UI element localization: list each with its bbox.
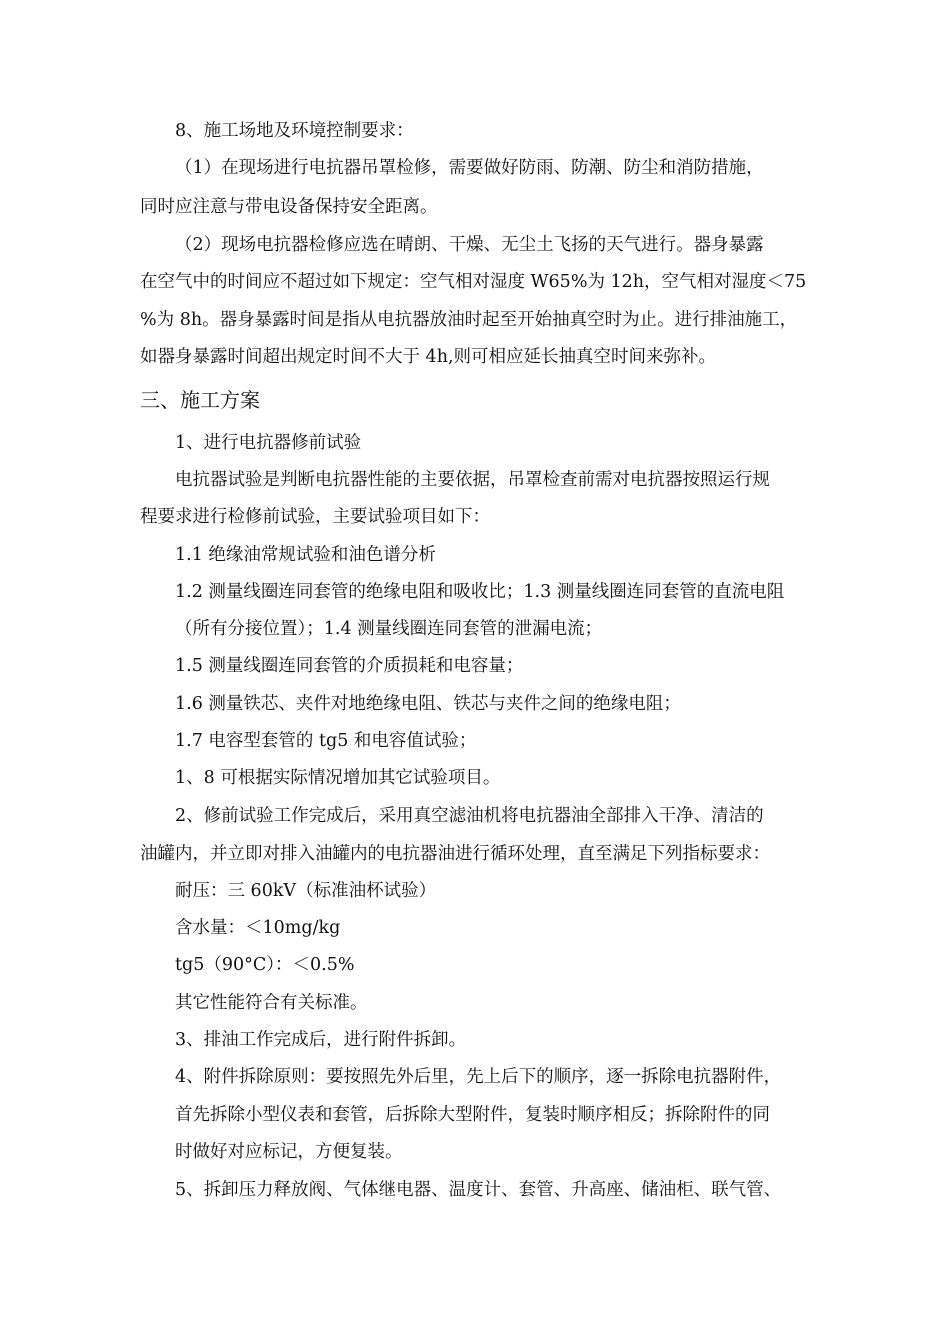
text-line: 1.2 测量线圈连同套管的绝缘电阻和吸收比；1.3 测量线圈连同套管的直流电阻 <box>175 582 785 602</box>
text-line: 其它性能符合有关标准。 <box>175 993 368 1013</box>
text-line: 程要求进行检修前试验，主要试验项目如下： <box>140 507 490 527</box>
text-line: 1.1 绝缘油常规试验和油色谱分析 <box>175 545 436 565</box>
text-line: 2、修前试验工作完成后，采用真空滤油机将电抗器油全部排入干净、清洁的 <box>175 806 764 826</box>
text-line: 首先拆除小型仪表和套管，后拆除大型附件，复装时顺序相反；拆除附件的同 <box>175 1105 770 1125</box>
text-line: 1、8 可根据实际情况增加其它试验项目。 <box>175 768 501 788</box>
text-line: tg5（90°C）：＜0.5% <box>175 955 355 975</box>
text-line: 耐压：三 60kV（标准油杯试验） <box>175 881 437 901</box>
text-line: 电抗器试验是判断电抗器性能的主要依据，吊罩检查前需对电抗器按照运行规 <box>175 470 770 490</box>
text-line: 如器身暴露时间超出规定时间不大于 4h,则可相应延长抽真空时间来弥补。 <box>140 347 717 367</box>
text-line: 在空气中的时间应不超过如下规定：空气相对湿度 W65%为 12h，空气相对湿度＜75 <box>140 272 807 292</box>
text-line: 时做好对应标记，方便复装。 <box>175 1142 403 1162</box>
text-line: （1）在现场进行电抗器吊罩检修，需要做好防雨、防潮、防尘和消防措施， <box>175 158 764 178</box>
section-heading: 三、施工方案 <box>140 388 260 412</box>
text-line: %为 8h。器身暴露时间是指从电抗器放油时起至开始抽真空时为止。进行排油施工， <box>140 310 798 330</box>
text-line: 油罐内，并立即对排入油罐内的电抗器油进行循环处理，直至满足下列指标要求： <box>140 844 770 864</box>
text-line: 1.6 测量铁芯、夹件对地绝缘电阻、铁芯与夹件之间的绝缘电阻； <box>175 694 681 714</box>
text-line: 5、拆卸压力释放阀、气体继电器、温度计、套管、升高座、储油柜、联气管、 <box>175 1180 782 1200</box>
text-line: 4、附件拆除原则：要按照先外后里，先上后下的顺序，逐一拆除电抗器附件， <box>175 1067 782 1087</box>
text-line: 1.7 电容型套管的 tg5 和电容值试验； <box>175 731 477 751</box>
text-line: 1、进行电抗器修前试验 <box>175 433 362 453</box>
text-line: 3、排油工作完成后，进行附件拆卸。 <box>175 1030 467 1050</box>
text-line: （2）现场电抗器检修应选在晴朗、干燥、无尘土飞扬的天气进行。器身暴露 <box>175 235 764 255</box>
text-line: （所有分接位置）；1.4 测量线圈连同套管的泄漏电流； <box>175 619 603 639</box>
text-line: 同时应注意与带电设备保持安全距离。 <box>140 197 438 217</box>
text-line: 含水量：＜10mg/kg <box>175 918 341 938</box>
text-line: 1.5 测量线圈连同套管的介质损耗和电容量； <box>175 656 524 676</box>
text-line: 8、施工场地及环境控制要求： <box>175 121 414 141</box>
